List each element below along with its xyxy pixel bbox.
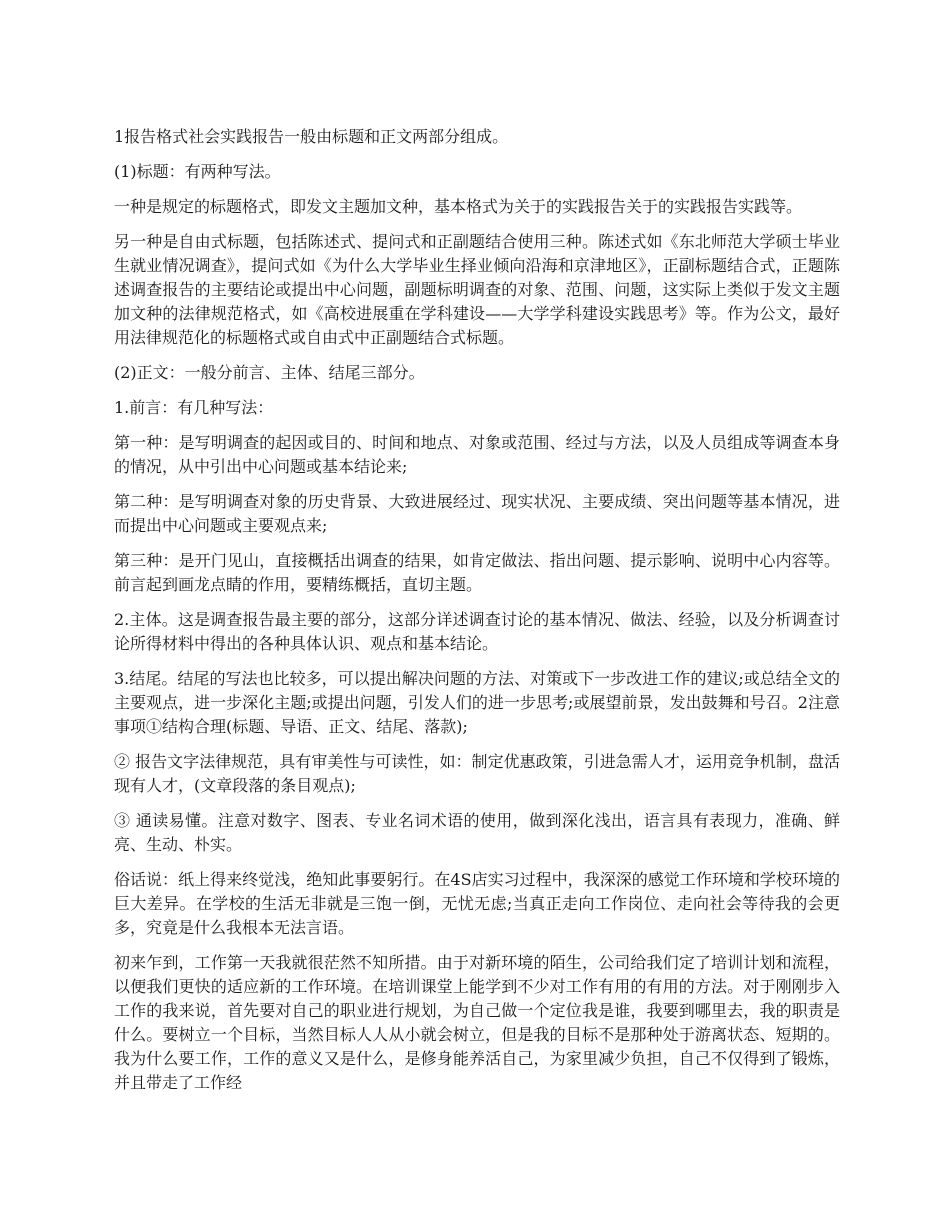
paragraph-preface-third: 第三种：是开门见山，直接概括出调查的结果，如肯定做法、指出问题、提示影响、说明中心内容等。前言起到画龙点睛的作用，要精练概括，直切主题。 bbox=[114, 551, 840, 594]
paragraph-preface: 1.前言：有几种写法： bbox=[114, 398, 274, 417]
paragraph-main-body: 2.主体。这是调查报告最主要的部分，这部分详述调查讨论的基本情况、做法、经验，以及分析调查讨论所得材料中得出的各种具体认识、观点和基本结论。 bbox=[114, 610, 840, 653]
paragraph-report-format: 1报告格式社会实践报告一般由标题和正文两部分组成。 bbox=[114, 127, 509, 146]
paragraph-title-free: 另一种是自由式标题，包括陈述式、提问式和正副题结合使用三种。陈述式如《东北师范大学硕士毕业生就业情况调查》，提问式如《为什么大学毕业生择业倾向沿海和京津地区》，正副标题结合式，正题陈述调查报告的主要结论或提出中心问题，副题标明调查的对象、范围、问题，这实际上类似于发文主题加文种的法律规范格式，如《高校进展重在学科建设——大学学科建设实践思考》等。作为公文，最好用法律规范化的标题格式或自由式中正副题结合式标题。 bbox=[114, 232, 840, 347]
paragraph-note-three: ③ 通读易懂。注意对数字、图表、专业名词术语的使用，做到深化浅出，语言具有表现力，准确、鲜亮、生动、朴实。 bbox=[114, 811, 840, 854]
paragraph-preface-second: 第二种：是写明调查对象的历史背景、大致进展经过、现实状况、主要成绩、突出问题等基本情况，进而提出中心问题或主要观点来; bbox=[114, 492, 840, 535]
paragraph-body-intro: (2)正文：一般分前言、主体、结尾三部分。 bbox=[114, 363, 425, 382]
paragraph-title-standard: 一种是规定的标题格式，即发文主题加文种，基本格式为关于的实践报告关于的实践报告实践等。 bbox=[114, 197, 803, 216]
paragraph-first-day: 初来乍到，工作第一天我就很茫然不知所措。由于对新环境的陌生，公司给我们定了培训计划和流程，以便我们更快的适应新的工作环境。在培训课堂上能学到不少对工作有用的有用的方法。对于刚刚步入工作的我来说，首先要对自己的职业进行规划，为自己做一个定位我是谁，我要到哪里去，我的职责是什么。要树立一个目标，当然目标人人从小就会树立，但是我的目标不是那种处于游离状态、短期的。我为什么要工作，工作的意义又是什么，是修身能养活自己，为家里减少负担，自己不仅得到了锻炼，并且带走了工作经 bbox=[114, 953, 840, 1092]
document-page bbox=[114, 125, 840, 1106]
paragraph-preface-first: 第一种：是写明调查的起因或目的、时间和地点、对象或范围、经过与方法，以及人员组成等调查本身的情况，从中引出中心问题或基本结论来; bbox=[114, 433, 840, 476]
paragraph-internship-saying: 俗话说：纸上得来终觉浅，绝知此事要躬行。在4S店实习过程中，我深深的感觉工作环境和学校环境的巨大差异。在学校的生活无非就是三饱一倒，无忧无虑;当真正走向工作岗位、走向社会等待我的会更多，究竟是什么我根本无法言语。 bbox=[114, 870, 840, 937]
paragraph-note-two: ② 报告文字法律规范，具有审美性与可读性，如：制定优惠政策，引进急需人才，运用竞争机制，盘活现有人才，(文章段落的条目观点); bbox=[114, 752, 840, 795]
paragraph-title-intro: (1)标题：有两种写法。 bbox=[114, 162, 281, 181]
paragraph-ending: 3.结尾。结尾的写法也比较多，可以提出解决问题的方法、对策或下一步改进工作的建议;或总结全文的主要观点，进一步深化主题;或提出问题，引发人们的进一步思考;或展望前景，发出鼓舞和号召。2注意事项①结构合理(标题、导语、正文、结尾、落款); bbox=[114, 669, 840, 736]
